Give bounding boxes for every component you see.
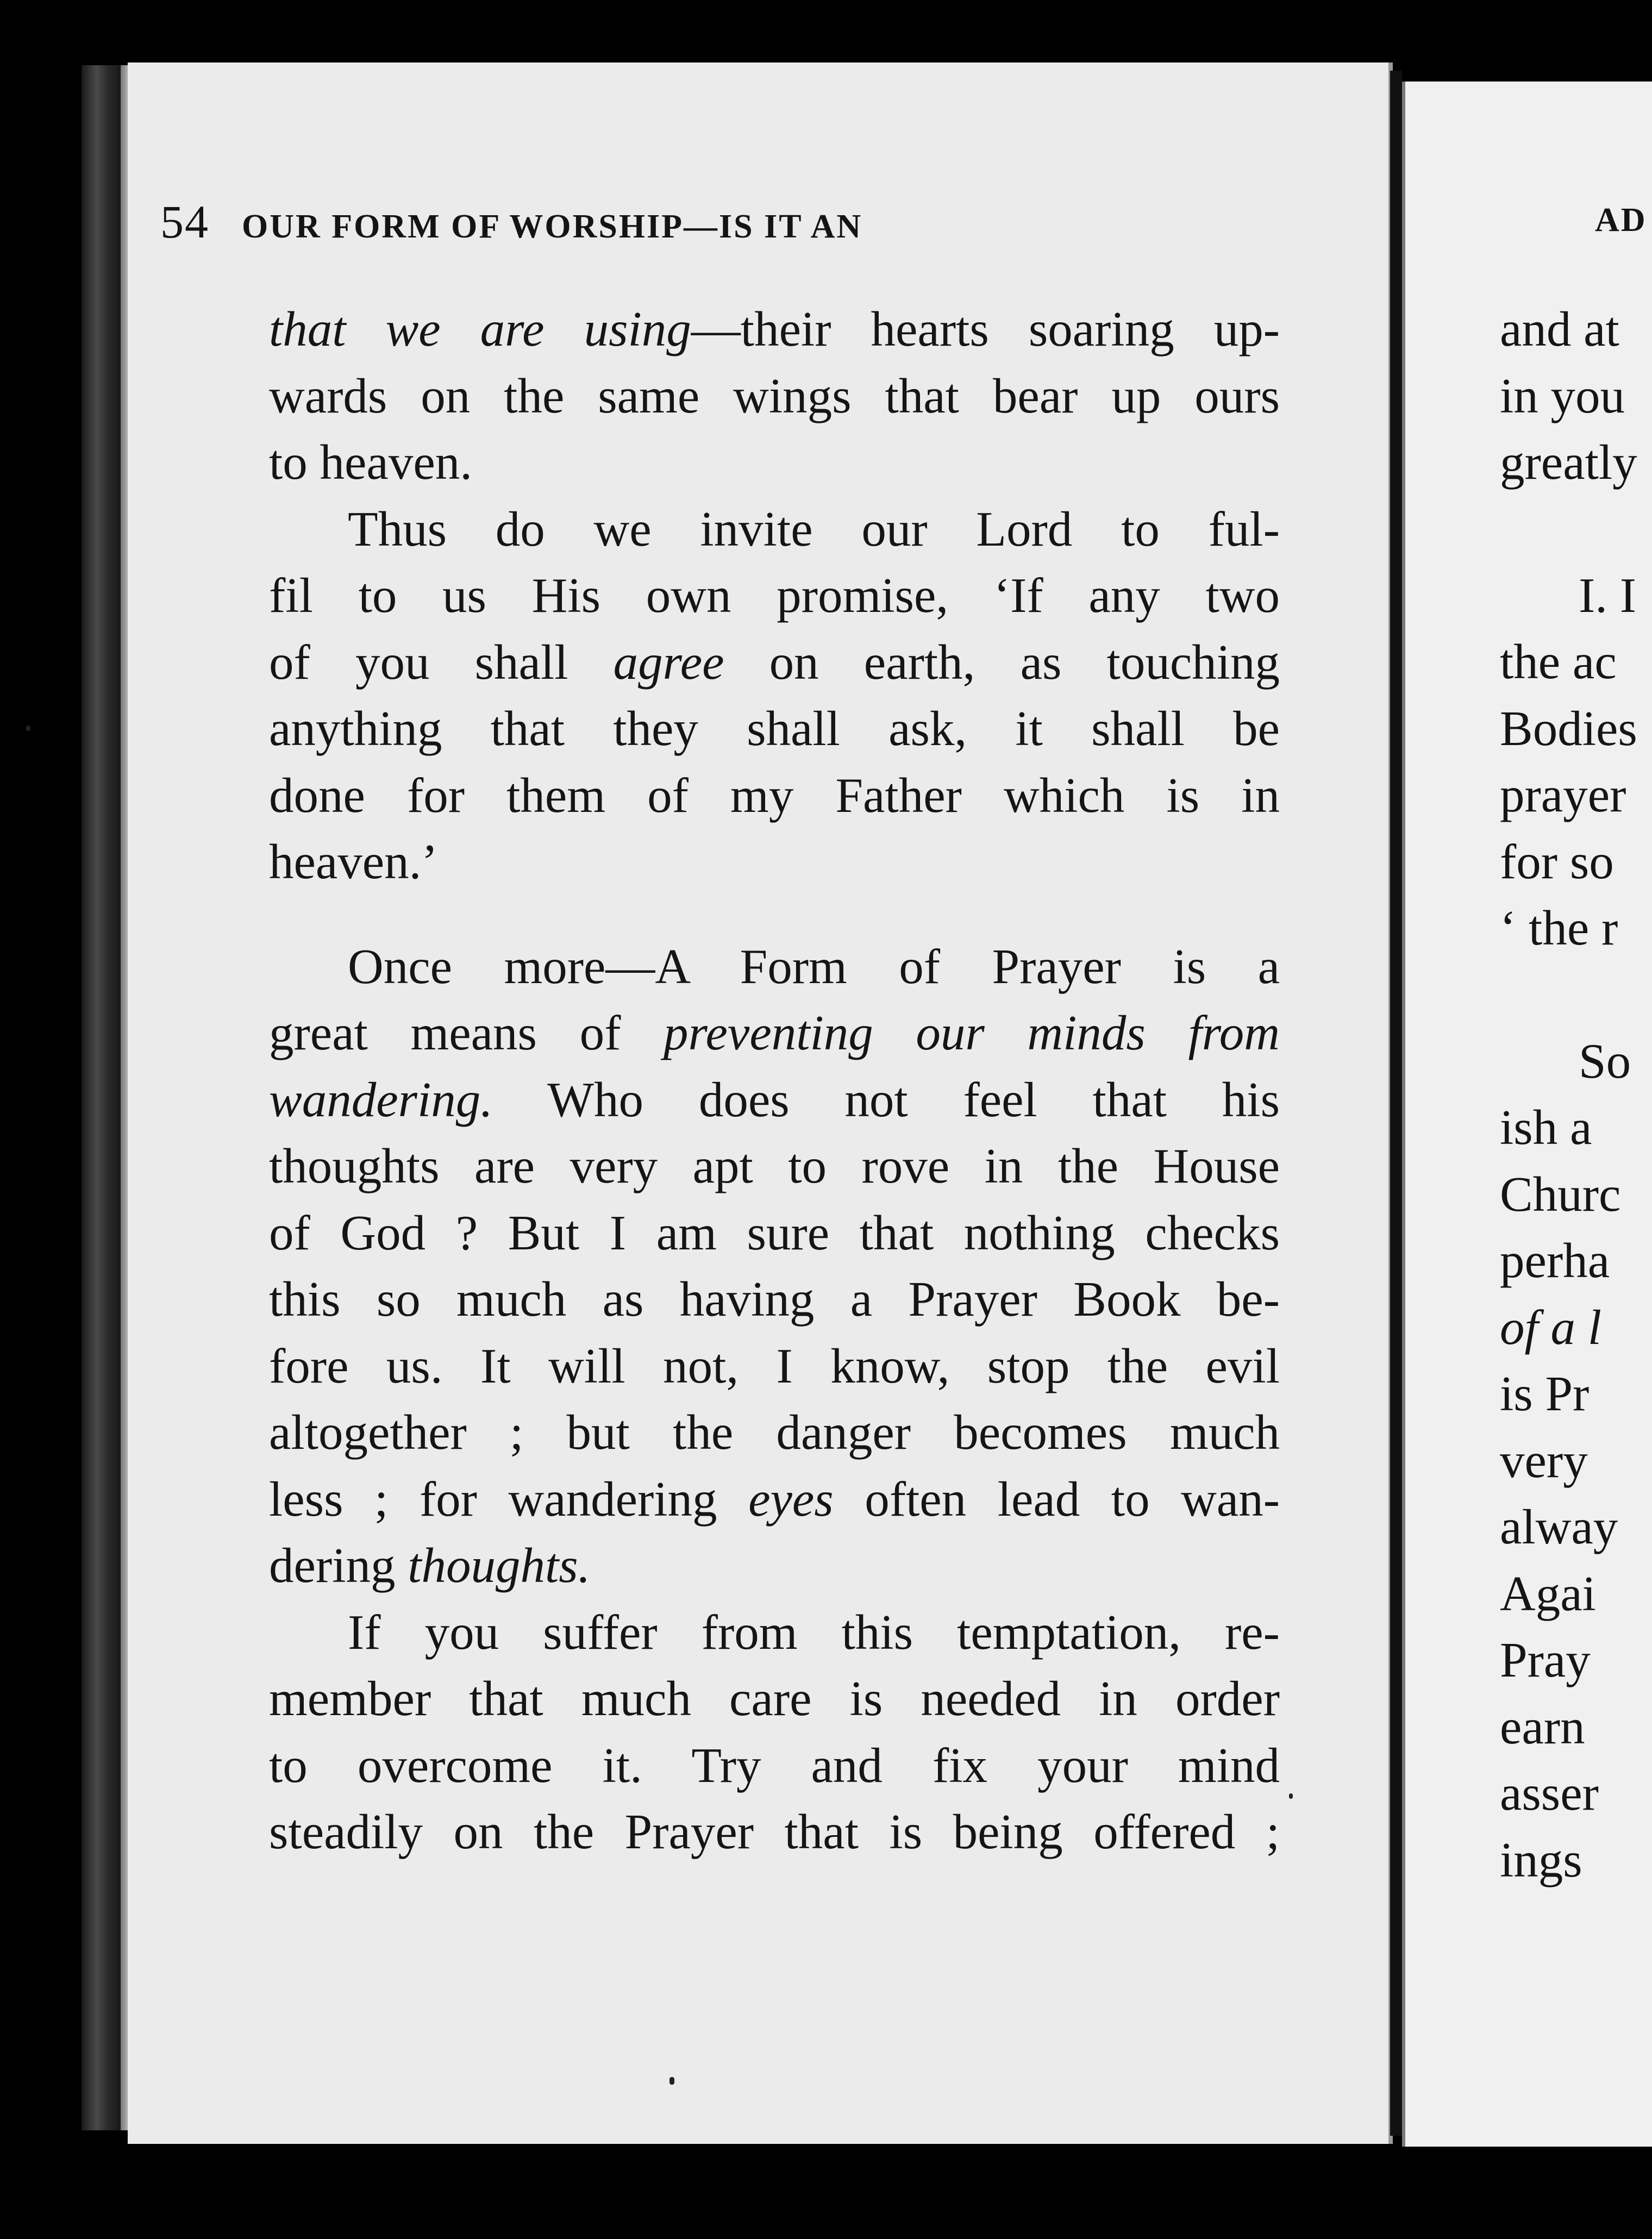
text-run: fore us. It will not, I know, stop the evil [269, 1338, 1280, 1393]
right-text-line: asser [1500, 1766, 1599, 1821]
text-run: to overcome it. Try and fix your mind [269, 1737, 1280, 1793]
right-text-line: Pray [1500, 1633, 1591, 1687]
text-run: great means of [269, 1005, 664, 1060]
text-line [269, 1067, 1280, 1134]
italic-text: thoughts. [408, 1538, 591, 1593]
text-line [269, 1733, 1280, 1799]
text-run: If you suffer from this temptation, re- [348, 1604, 1280, 1660]
ink-speck [669, 2077, 674, 2085]
right-text-line: and at [1500, 302, 1619, 357]
text-run: wards on the same wings that bear up ours [269, 368, 1280, 423]
italic-text: that we are using [269, 302, 691, 357]
paragraph-gap [269, 896, 1280, 934]
right-text-line: the ac [1500, 634, 1617, 689]
text-run: Once more—A Form of Prayer is a [348, 939, 1280, 994]
text-run: of God ? But I am sure that nothing checks [269, 1205, 1280, 1260]
paragraph-gap [1500, 496, 1652, 562]
text-line [269, 496, 1280, 563]
text-line [269, 762, 1280, 829]
text-line [269, 629, 1280, 696]
right-page-text [1500, 296, 1652, 1893]
italic-text: wandering. [269, 1072, 493, 1127]
text-run: thoughts are very apt to rove in the House [269, 1139, 1280, 1193]
text-line [269, 1599, 1280, 1666]
text-line [269, 1133, 1280, 1200]
text-line [269, 296, 1280, 363]
text-run: this so much as having a Prayer Book be- [269, 1272, 1280, 1327]
right-text-line: of a l [1500, 1299, 1602, 1355]
right-text-line: ish a [1500, 1100, 1592, 1155]
right-text-line: So [1579, 1033, 1631, 1089]
text-line [269, 1666, 1280, 1733]
right-text-line: greatly [1500, 435, 1637, 490]
text-run: steadily on the Prayer that is being offered ; [269, 1804, 1280, 1859]
body-text [269, 296, 1280, 1866]
right-text-line: perha [1500, 1233, 1610, 1288]
right-page-header-fragment: AD [1595, 202, 1647, 239]
page-number: 54 [160, 196, 209, 248]
text-line [269, 934, 1280, 1000]
text-line [269, 1399, 1280, 1466]
text-run: of you shall [269, 634, 614, 690]
text-run: member that much care is needed in order [269, 1671, 1280, 1726]
right-text-line: ings [1500, 1832, 1582, 1887]
text-run: done for them of my Father which is in [269, 767, 1280, 823]
italic-text: agree [613, 634, 724, 690]
text-run: anything that they shall ask, it shall be [269, 701, 1280, 756]
text-run: Thus do we invite our Lord to ful- [348, 501, 1280, 556]
italic-text: eyes [748, 1471, 834, 1527]
paragraph-gap [1500, 962, 1652, 1028]
text-line [269, 363, 1280, 430]
text-run: dering [269, 1538, 408, 1593]
text-run: heaven.’ [269, 834, 438, 889]
text-line [269, 1266, 1280, 1333]
text-line [269, 1000, 1280, 1067]
ink-speck [1289, 1793, 1293, 1799]
text-line [269, 562, 1280, 629]
text-line [269, 1200, 1280, 1267]
text-line [269, 429, 1280, 496]
right-text-line: very [1500, 1433, 1588, 1488]
text-run: altogether ; but the danger becomes much [269, 1405, 1280, 1460]
right-text-line: for so [1500, 834, 1614, 889]
book-gutter [1390, 71, 1402, 2136]
text-line [269, 1533, 1280, 1599]
text-run: on earth, as touching [724, 634, 1280, 690]
text-run: —their hearts soaring up- [691, 302, 1280, 357]
text-line [269, 696, 1280, 762]
right-text-line: is Pr [1500, 1366, 1590, 1421]
text-run: to heaven. [269, 435, 472, 490]
page-header [160, 195, 862, 249]
running-title: OUR FORM OF WORSHIP—IS IT AN [242, 208, 863, 245]
right-text-line: Bodies [1500, 701, 1637, 756]
text-line [269, 1466, 1280, 1533]
right-text-line: ‘ the r [1500, 900, 1618, 955]
text-run: often lead to wan- [833, 1471, 1280, 1527]
text-line [269, 1799, 1280, 1866]
right-text-line: alway [1500, 1499, 1618, 1554]
italic-text: preventing our minds from [664, 1005, 1280, 1060]
text-line [269, 829, 1280, 896]
book-spine [82, 65, 125, 2130]
right-text-line: I. I [1579, 567, 1637, 623]
text-run: fil to us His own promise, ‘If any two [269, 568, 1280, 623]
right-text-line: Agai [1500, 1566, 1596, 1621]
right-text-line: Churc [1500, 1166, 1621, 1222]
text-line [269, 1333, 1280, 1400]
right-text-line: prayer [1500, 767, 1626, 822]
right-text-line: in you [1500, 368, 1625, 423]
text-run: Who does not feel that his [493, 1072, 1280, 1127]
ink-speck [26, 726, 30, 731]
text-run: less ; for wandering [269, 1471, 749, 1527]
right-text-line: earn [1500, 1699, 1585, 1754]
